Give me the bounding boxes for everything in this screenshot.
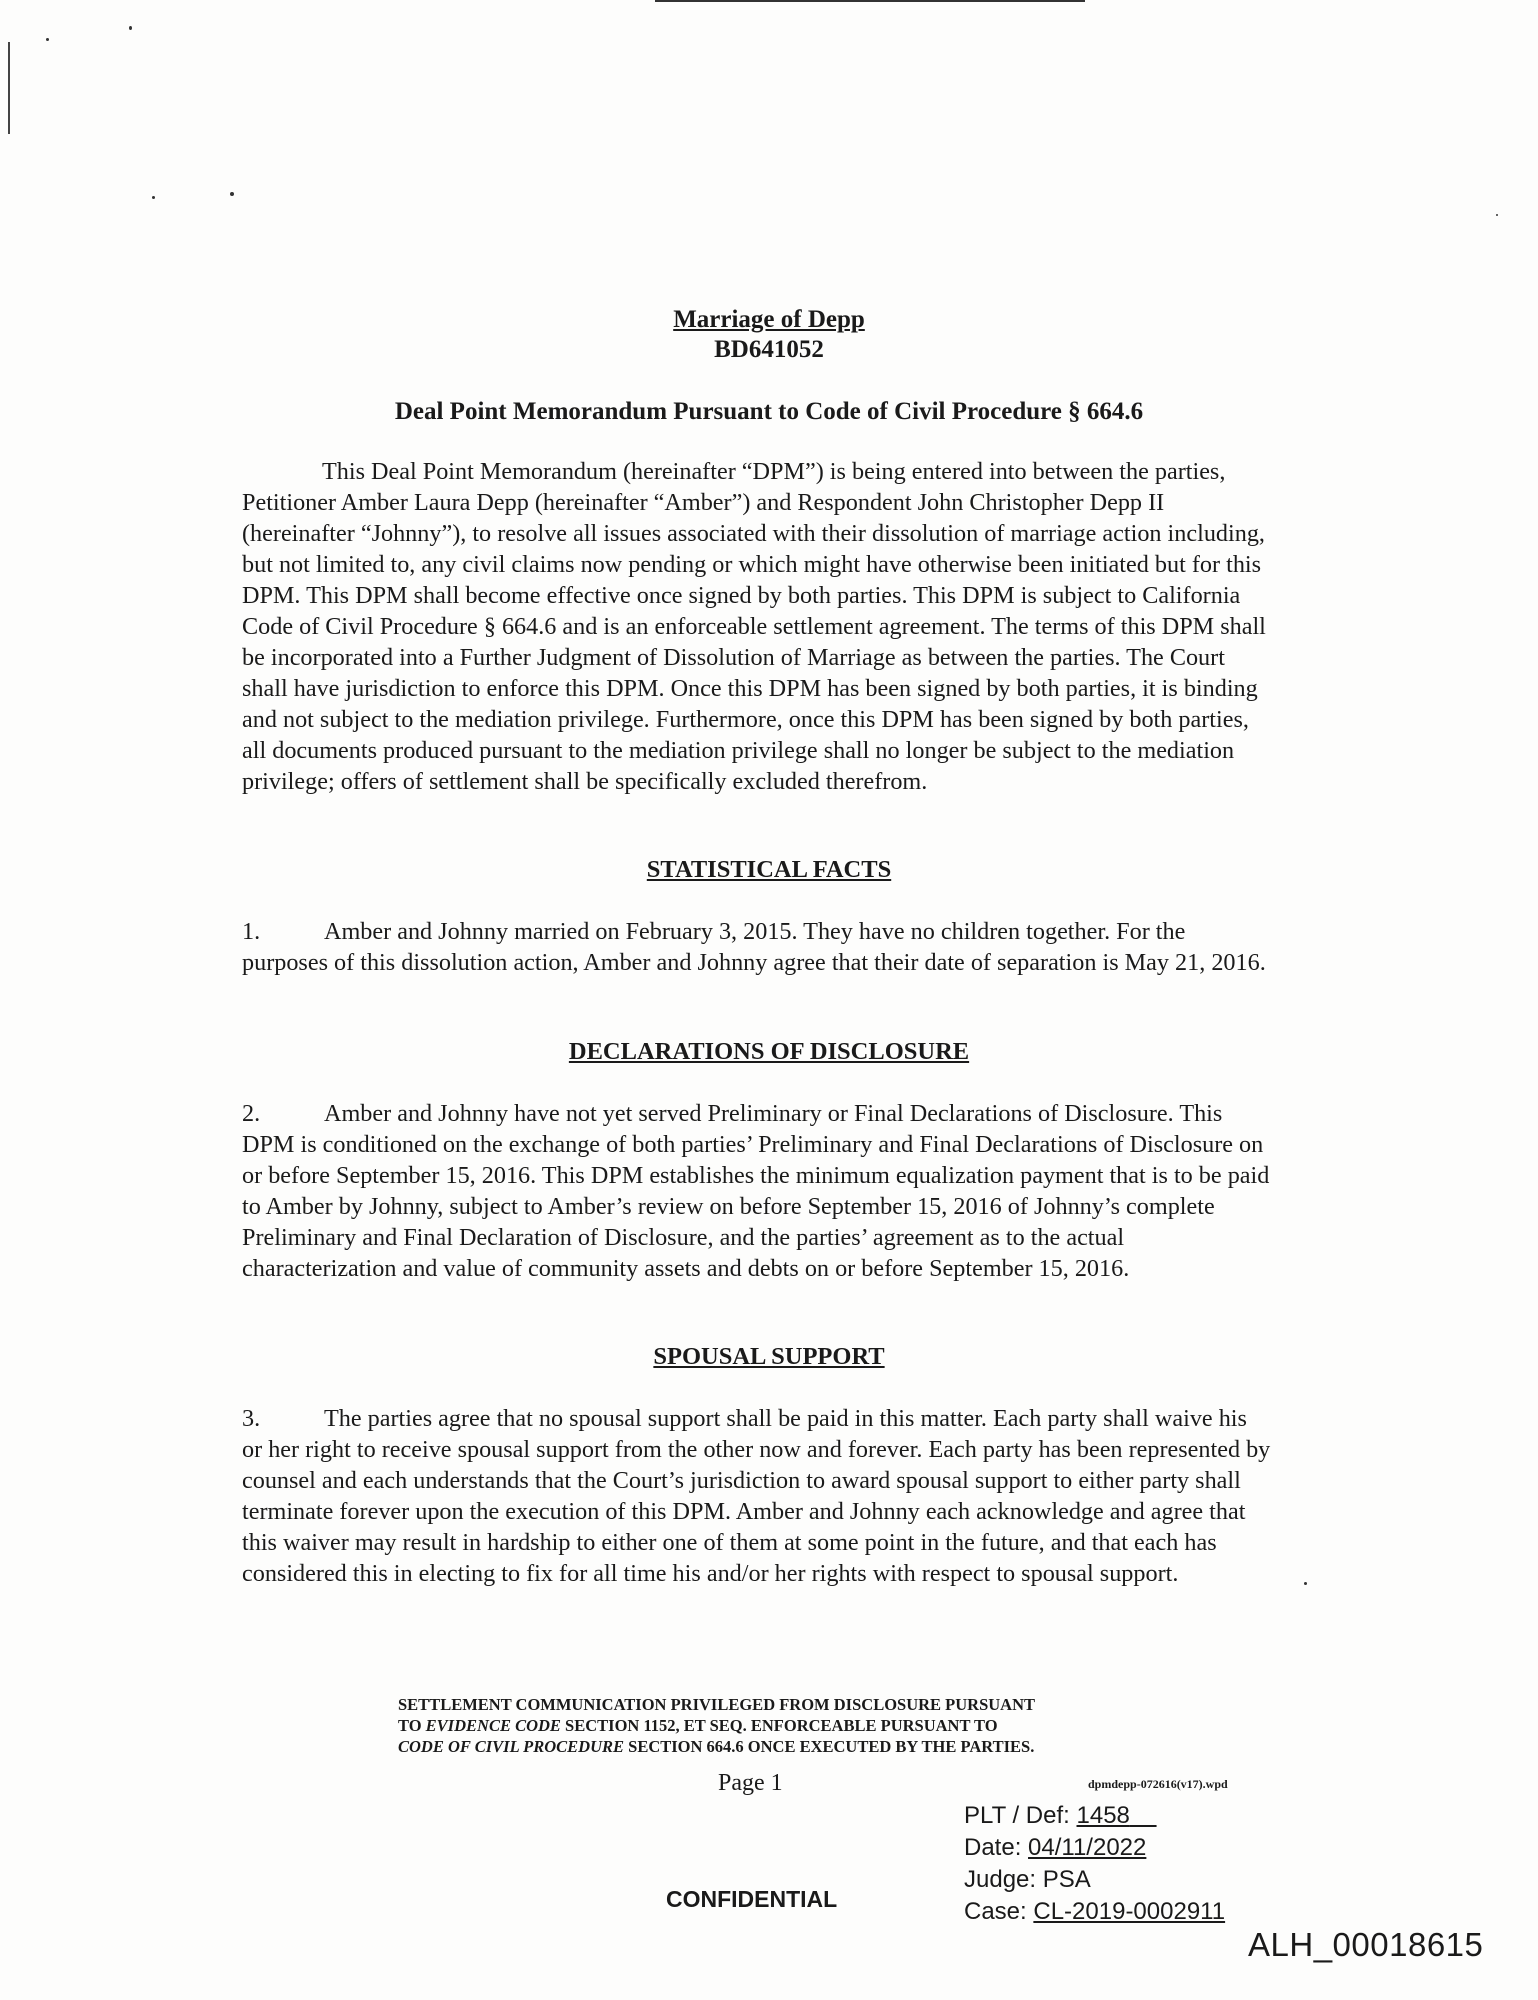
exhibit-case-value: CL-2019-0002911	[1033, 1898, 1226, 1925]
exhibit-label: PLT / Def:	[964, 1802, 1077, 1829]
section-1-paragraph	[242, 916, 1272, 978]
footer-line-3-suffix: SECTION 664.6 ONCE EXECUTED BY THE PARTIES.	[624, 1737, 1035, 1756]
exhibit-date-label: Date:	[964, 1834, 1029, 1861]
footer-civil-procedure-code: CODE OF CIVIL PROCEDURE	[398, 1737, 625, 1756]
exhibit-line	[964, 1800, 1225, 1832]
section-3-text: The parties agree that no spousal support shall be paid in this matter. Each party shall waive his or her right to receive spousal support from the other now and forever. Each party has been represented by counsel and each understands that the Court’s jurisdiction to award spousal support to either party shall terminate forever upon the execution of this DPM. Amber and Johnny each acknowledge and agree that this waiver may result in hardship to either one of them at some point in the future, and that each has considered this in electing to fix for all time his and/or her rights with respect to spousal support.	[242, 1405, 1271, 1587]
document-title: Deal Point Memorandum Pursuant to Code of Civil Procedure § 664.6	[394, 398, 1144, 425]
section-heading-statistical-facts: STATISTICAL FACTS	[646, 856, 892, 883]
file-reference: dpmdepp-072616(v17).wpd	[1088, 1777, 1228, 1791]
scan-speck	[1304, 1582, 1307, 1585]
scan-margin-mark	[8, 42, 10, 134]
section-2-text: Amber and Johnny have not yet served Preliminary or Final Declarations of Disclosure. This DPM is conditioned on the exchange of both parties’ Preliminary and Final Declarations of Disclosure on or before September 15, 2016. This DPM establishes the minimum equalization payment that is to be paid to Amber by Johnny, subject to Amber’s review on before September 15, 2016 of Johnny’s complete Preliminary and Final Declaration of Disclosure, and the parties’ agreement as to the actual characterization and value of community assets and debts on or before September 15, 2016.	[242, 1100, 1270, 1282]
scan-speck	[152, 196, 155, 199]
section-3-paragraph	[242, 1403, 1272, 1589]
scan-speck	[230, 192, 234, 196]
section-3-number: 3.	[242, 1405, 261, 1432]
intro-text: This Deal Point Memorandum (hereinafter “DPM”) is being entered into between the parties, Petitioner Amber Laura Depp (hereinafter “Amber”) and Respondent John Christopher Depp II (hereinafter “Johnny”), to resolve all issues associated with their dissolution of marriage action including, but not limited to, any civil claims now pending or which might have otherwise been initiated but for this DPM. This DPM shall become effective once signed by both parties. This DPM is subject to California Code of Civil Procedure § 664.6 and is an enforceable settlement agreement. The terms of this DPM shall be incorporated into a Further Judgment of Dissolution of Marriage as between the parties. The Court shall have jurisdiction to enforce this DPM. Once this DPM has been signed by both parties, it is binding and not subject to the mediation privilege. Furthermore, once this DPM has been signed by both parties, all documents produced pursuant to the mediation privilege shall no longer be subject to the mediation privilege; offers of settlement shall be specifically excluded therefrom.	[242, 458, 1266, 795]
scan-top-rule	[655, 0, 1085, 2]
privilege-footer-line-1: SETTLEMENT COMMUNICATION PRIVILEGED FROM DISCLOSURE PURSUANT	[398, 1695, 1036, 1714]
exhibit-judge-label: Judge:	[964, 1866, 1043, 1893]
footer-line-2-suffix: SECTION 1152, ET SEQ. ENFORCEABLE PURSUANT TO	[560, 1716, 998, 1735]
footer-line-2-prefix: TO	[398, 1716, 426, 1735]
exhibit-date-line	[964, 1832, 1225, 1864]
footer-evidence-code: EVIDENCE CODE	[425, 1716, 561, 1735]
section-heading-spousal-support: SPOUSAL SUPPORT	[653, 1343, 885, 1370]
section-1-text: Amber and Johnny married on February 3, 2015. They have no children together. For the purposes of this dissolution action, Amber and Johnny agree that their date of separation is May 21, 2016.	[242, 918, 1266, 976]
exhibit-case-label: Case:	[964, 1898, 1034, 1925]
intro-paragraph	[242, 456, 1272, 797]
section-2-paragraph	[242, 1098, 1272, 1284]
scan-speck	[1496, 214, 1498, 216]
exhibit-stamp	[964, 1800, 1225, 1928]
bates-number: ALH_00018615	[1248, 1926, 1484, 1963]
privilege-footer	[398, 1694, 1298, 1757]
exhibit-case-line	[964, 1896, 1225, 1928]
section-2-number: 2.	[242, 1100, 261, 1127]
exhibit-judge-value: PSA	[1042, 1866, 1091, 1893]
scan-speck	[129, 26, 132, 30]
section-1-number: 1.	[242, 918, 261, 945]
privilege-footer-line-3	[398, 1736, 1298, 1757]
scan-speck	[46, 38, 49, 41]
section-heading-declarations-of-disclosure: DECLARATIONS OF DISCLOSURE	[568, 1038, 970, 1065]
privilege-footer-line-2	[398, 1715, 1298, 1736]
page-number: Page 1	[718, 1770, 783, 1796]
exhibit-judge-line	[964, 1864, 1225, 1896]
case-caption-number: BD641052	[714, 336, 824, 363]
confidential-label: CONFIDENTIAL	[666, 1886, 838, 1912]
exhibit-date-value: 04/11/2022	[1028, 1834, 1147, 1861]
case-caption-title: Marriage of Depp	[673, 306, 865, 333]
exhibit-number: 1458	[1076, 1802, 1130, 1829]
